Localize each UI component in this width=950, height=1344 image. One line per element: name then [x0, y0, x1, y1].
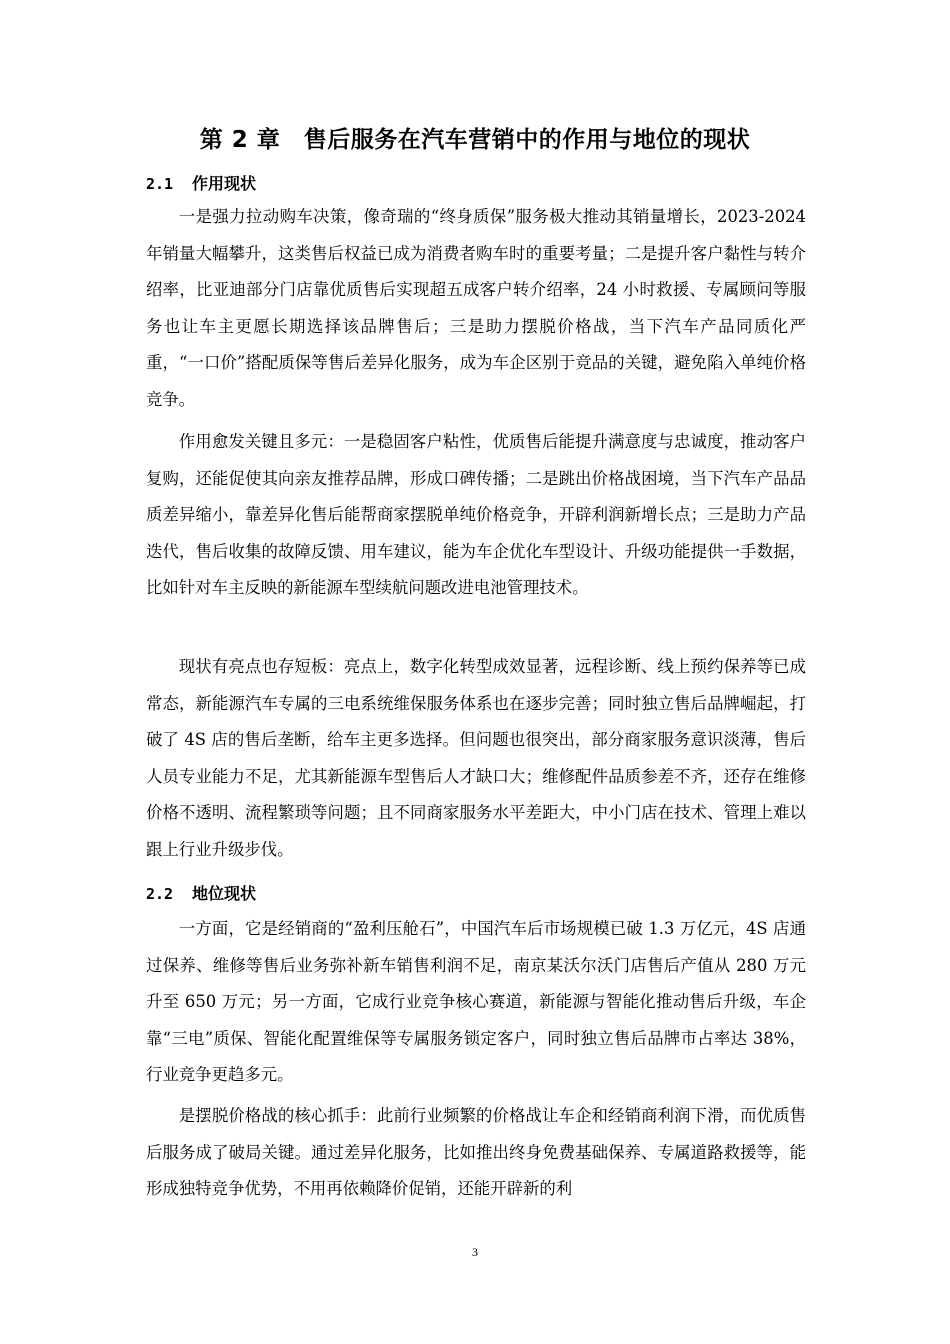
- paragraph: 一是强力拉动购车决策，像奇瑞的“终身质保”服务极大推动其销量增长，2023-2024 年销量大幅攀升，这类售后权益已成为消费者购车时的重要考量；二是提升客户黏性与转介绍率，比亚迪部分门店靠优质售后实现超五成客户转介绍率，24 小时救援、专属顾问等服务也让车主更愿长期选择该品牌售后；三是助力摆脱价格战，当下汽车产品同质化严重，“一口价”搭配质保等售后差异化服务，成为车企区别于竞品的关键，避免陷入单纯价格竞争。: [146, 207, 806, 409]
- paragraph: 一方面，它是经销商的“盈利压舱石”，中国汽车后市场规模已破 1.3 万亿元，4S 店通过保养、维修等售后业务弥补新车销售利润不足，南京某沃尔沃门店售后产值从 280 万元升至 650 万元；另一方面，它成行业竞争核心赛道，新能源与智能化推动售后升级，车企靠“三电”质保、智能化配置维保等专属服务锁定客户，同时独立售后品牌市占率达 38%，行业竞争更趋多元。: [146, 919, 806, 1085]
- paragraph: 作用愈发关键且多元：一是稳固客户粘性，优质售后能提升满意度与忠诚度，推动客户复购，还能促使其向亲友推荐品牌，形成口碑传播；二是跳出价格战困境，当下汽车产品品质差异缩小，靠差异化售后能帮商家摆脱单纯价格竞争，开辟利润新增长点；三是助力产品迭代，售后收集的故障反馈、用车建议，能为车企优化车型设计、升级功能提供一手数据，比如针对车主反映的新能源车型续航问题改进电池管理技术。: [146, 432, 806, 598]
- section-title: 地位现状: [192, 884, 257, 903]
- section-title: 作用现状: [192, 174, 257, 193]
- section-heading-2-1: [146, 171, 256, 197]
- section-number: 2.1: [146, 175, 174, 193]
- paragraph: 现状有亮点也存短板：亮点上，数字化转型成效显著，远程诊断、线上预约保养等已成常态，新能源汽车专属的三电系统维保服务体系也在逐步完善；同时独立售后品牌崛起，打破了 4S 店的售后垄断，给车主更多选择。但问题也很突出，部分商家服务意识淡薄，售后人员专业能力不足，尤其新能源车型售后人才缺口大；维修配件品质参差不齐，还存在维修价格不透明、流程繁琐等问题；且不同商家服务水平差距大，中小门店在技术、管理上难以跟上行业升级步伐。: [146, 657, 806, 859]
- section-number: 2.2: [146, 885, 174, 903]
- paragraph: 是摆脱价格战的核心抓手：此前行业频繁的价格战让车企和经销商利润下滑，而优质售后服务成了破局关键。通过差异化服务，比如推出终身免费基础保养、专属道路救援等，能形成独特竞争优势，不用再依赖降价促销，还能开辟新的利: [146, 1106, 806, 1199]
- page-number: 3: [472, 1245, 478, 1259]
- chapter-title: 第 2 章 售后服务在汽车营销中的作用与地位的现状: [199, 127, 751, 153]
- section-heading-2-2: [146, 881, 256, 907]
